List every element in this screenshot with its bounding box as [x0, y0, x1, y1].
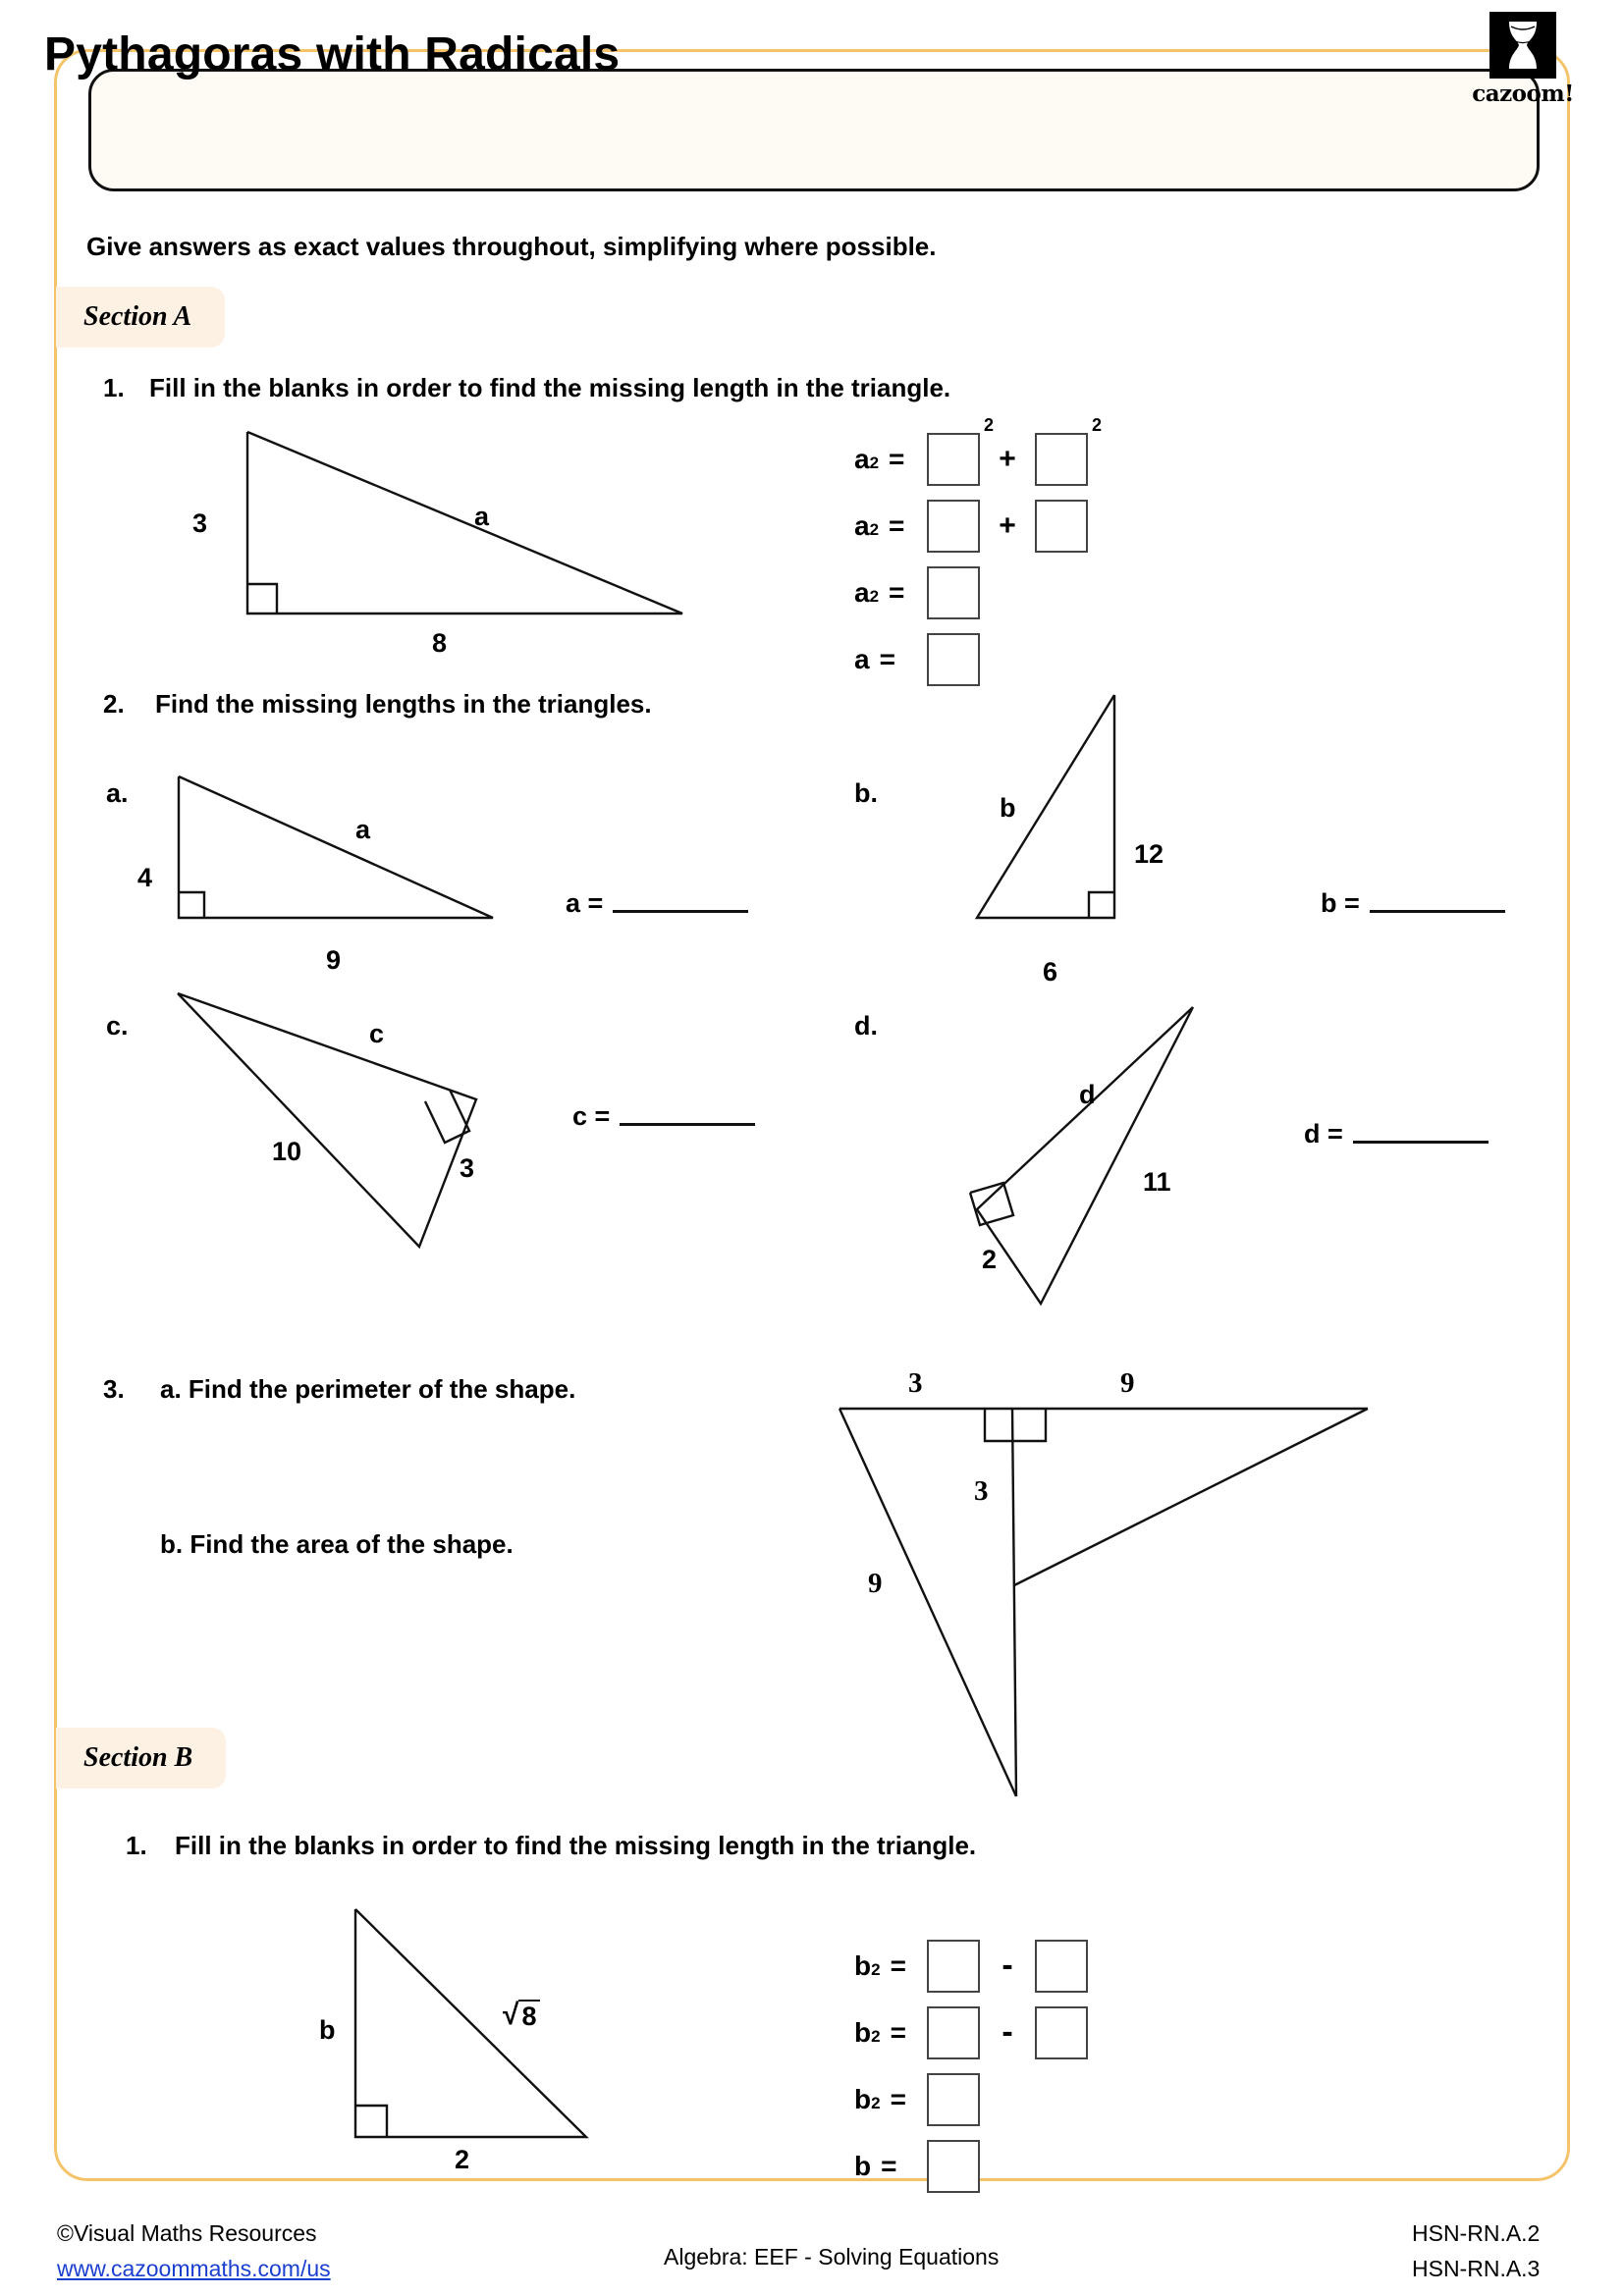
lhs-exponent: 2 — [869, 520, 880, 539]
answer-box[interactable] — [927, 433, 980, 486]
figure-2c-triangle — [162, 982, 496, 1256]
question-2-number: 2. — [103, 689, 125, 719]
blank-rule[interactable] — [613, 910, 748, 913]
figure-sectionb-triangle — [346, 1901, 630, 2147]
answer-label-2d: d = — [1304, 1119, 1343, 1148]
answer-label-2c: c = — [572, 1101, 611, 1131]
sectionb-equation-block — [854, 1936, 1088, 2203]
equation-row — [854, 2002, 1088, 2063]
equation-lhs — [854, 577, 927, 609]
equation-row — [854, 629, 1088, 690]
footer-standard-code-2: HSN-RN.A.3 — [1412, 2255, 1541, 2281]
instruction-text: Give answers as exact values throughout, simplifying where possible. — [86, 232, 937, 261]
item-tag-2b: b. — [854, 778, 878, 808]
answer-line-2c[interactable] — [572, 1101, 755, 1132]
lhs-symbol: b — [854, 2151, 872, 2181]
operator-plus: + — [999, 443, 1016, 475]
equals-sign: = — [889, 510, 905, 541]
label-q3-left-side: 9 — [868, 1568, 883, 1599]
equals-sign: = — [881, 2151, 897, 2181]
label-2d-leg2: 2 — [982, 1245, 998, 1274]
radical-sign-icon: √ — [503, 1999, 519, 2031]
logo-wordmark: cazoom! — [1472, 80, 1574, 107]
answer-box[interactable] — [1035, 433, 1088, 486]
lhs-exponent: 2 — [869, 587, 880, 606]
lhs-symbol: b — [854, 1950, 872, 1981]
equals-sign: = — [889, 444, 905, 474]
answer-box[interactable] — [927, 2073, 980, 2126]
lhs-exponent: 2 — [869, 454, 880, 472]
footer-left — [57, 2216, 331, 2286]
equation-lhs — [854, 2084, 927, 2115]
lhs-symbol: b — [854, 2084, 872, 2114]
section-b-heading — [56, 1728, 226, 1789]
answer-label-2b: b = — [1321, 888, 1360, 918]
answer-box[interactable] — [927, 1940, 980, 1993]
lhs-symbol: a — [854, 510, 870, 541]
item-tag-2d: d. — [854, 1011, 878, 1041]
question-1-text: Fill in the blanks in order to find the missing length in the triangle. — [149, 373, 951, 402]
footer-right — [1412, 2216, 1540, 2286]
label-2d-leg1: 11 — [1143, 1167, 1171, 1197]
footer-standard-code-1: HSN-RN.A.2 — [1412, 2220, 1541, 2246]
section-a-heading — [56, 287, 225, 347]
q1-label-base: 8 — [432, 628, 448, 658]
label-2b-unknown: b — [1000, 793, 1016, 823]
section-a-label: Section A — [83, 301, 192, 332]
q1-label-hyp: a — [474, 502, 490, 531]
equation-row — [854, 496, 1088, 557]
operator-minus: - — [1001, 1947, 1013, 1985]
lhs-symbol: a — [854, 644, 870, 674]
blank-rule[interactable] — [620, 1123, 755, 1126]
label-q3-middle: 3 — [974, 1475, 989, 1507]
cazoom-logo — [1459, 12, 1587, 114]
lhs-symbol: a — [854, 444, 870, 474]
lhs-symbol: b — [854, 2017, 872, 2048]
question-2-text: Find the missing lengths in the triangles. — [155, 689, 652, 719]
label-2a-unknown: a — [355, 815, 371, 844]
blank-rule[interactable] — [1353, 1141, 1489, 1144]
equals-sign: = — [890, 2084, 906, 2114]
section-b-label: Section B — [83, 1742, 193, 1773]
label-2b-leg2: 6 — [1043, 957, 1058, 987]
equation-lhs — [854, 2151, 927, 2182]
lhs-exponent: 2 — [871, 2094, 881, 2112]
page-title: Pythagoras with Radicals — [44, 28, 621, 80]
q1-equation-block — [854, 429, 1088, 696]
section-b-q1-number: 1. — [126, 1831, 147, 1860]
label-2c-leg2: 3 — [460, 1153, 475, 1183]
equation-lhs — [854, 1950, 927, 1982]
figure-q1-triangle — [236, 422, 687, 633]
equation-row — [854, 2136, 1088, 2197]
question-1-number: 1. — [103, 373, 125, 402]
answer-line-2d[interactable] — [1304, 1119, 1489, 1149]
figure-2a-triangle — [169, 769, 503, 935]
label-2a-leg1: 4 — [137, 863, 153, 892]
lhs-symbol: a — [854, 577, 870, 608]
label-2c-unknown: c — [369, 1019, 385, 1048]
question-3-number: 3. — [103, 1374, 125, 1404]
answer-box[interactable] — [927, 633, 980, 686]
answer-box[interactable] — [927, 566, 980, 619]
label-2c-leg1: 10 — [272, 1137, 302, 1166]
footer-website-link[interactable]: www.cazoommaths.com/us — [57, 2255, 331, 2281]
equation-lhs — [854, 510, 927, 542]
footer-topic: Algebra: EEF - Solving Equations — [664, 2244, 1000, 2269]
lhs-exponent: 2 — [871, 1960, 881, 1979]
equals-sign: = — [890, 2017, 906, 2048]
answer-box[interactable] — [927, 2140, 980, 2193]
equals-sign: = — [889, 577, 905, 608]
question-3-part-b: b. Find the area of the shape. — [160, 1529, 514, 1559]
answer-box[interactable] — [1035, 500, 1088, 553]
label-q3-top-left: 3 — [908, 1367, 923, 1399]
question-3-part-a: a. Find the perimeter of the shape. — [160, 1374, 576, 1404]
answer-box[interactable] — [1035, 1940, 1088, 1993]
item-tag-2a: a. — [106, 778, 129, 808]
label-sb-hyp — [499, 1999, 540, 2032]
q1-label-vertical: 3 — [192, 508, 208, 538]
answer-label-2a: a = — [566, 888, 604, 918]
operator-plus: + — [999, 509, 1016, 542]
equation-row — [854, 562, 1088, 623]
equation-lhs — [854, 2017, 927, 2049]
footer-copyright: ©Visual Maths Resources — [57, 2220, 317, 2246]
operator-minus: - — [1001, 2013, 1013, 2052]
title-box — [88, 69, 1540, 191]
item-tag-2c: c. — [106, 1011, 129, 1041]
radicand-value: 8 — [518, 2000, 539, 2032]
figure-2b-triangle — [967, 687, 1134, 934]
equation-row — [854, 2069, 1088, 2130]
answer-box[interactable] — [927, 2006, 980, 2059]
label-q3-top-right: 9 — [1120, 1367, 1135, 1399]
label-2d-unknown: d — [1079, 1080, 1096, 1109]
equation-row — [854, 429, 1088, 490]
label-sb-vertical: b — [319, 2015, 336, 2045]
answer-line-2a[interactable] — [566, 888, 748, 919]
equation-lhs — [854, 644, 927, 675]
equation-row — [854, 1936, 1088, 1997]
label-2b-leg1: 12 — [1134, 839, 1164, 869]
section-b-q1-text: Fill in the blanks in order to find the missing length in the triangle. — [175, 1831, 977, 1860]
answer-line-2b[interactable] — [1321, 888, 1505, 919]
blank-rule[interactable] — [1370, 910, 1505, 913]
label-sb-base: 2 — [455, 2145, 470, 2174]
figure-q3-compound-shape — [828, 1374, 1378, 1806]
label-2a-leg2: 9 — [326, 945, 342, 975]
answer-box[interactable] — [927, 500, 980, 553]
goblet-icon — [1489, 12, 1556, 79]
equals-sign: = — [890, 1950, 906, 1981]
answer-box[interactable] — [1035, 2006, 1088, 2059]
equation-lhs — [854, 444, 927, 475]
equals-sign: = — [879, 644, 895, 674]
lhs-exponent: 2 — [871, 2027, 881, 2046]
